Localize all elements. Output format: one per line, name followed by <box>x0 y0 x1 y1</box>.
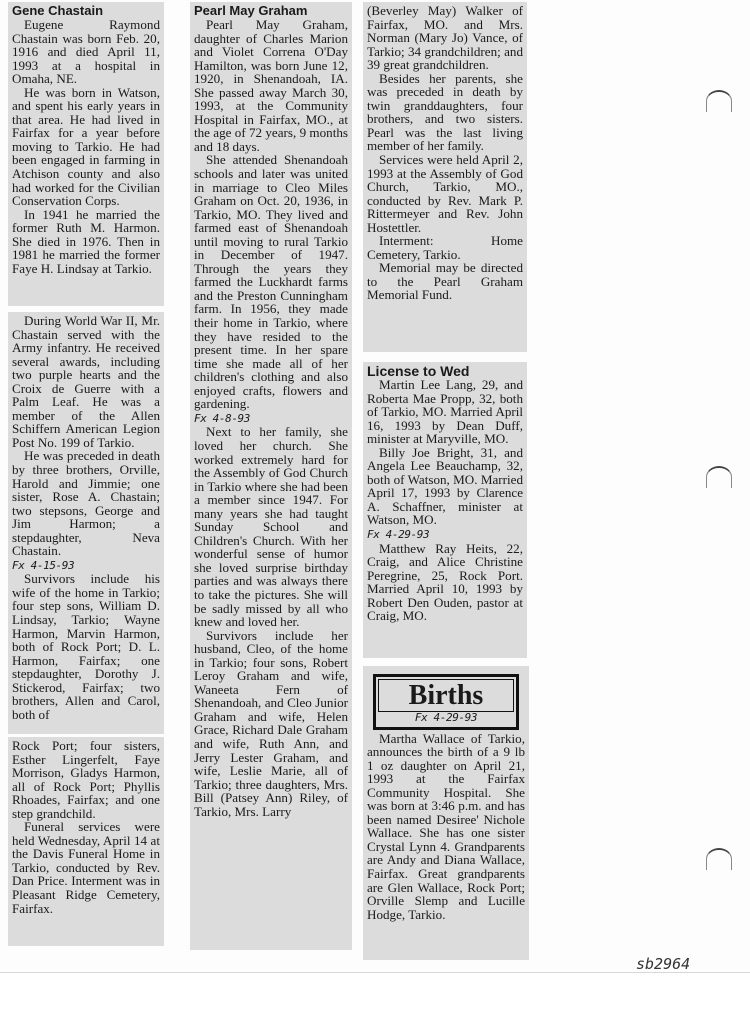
paragraph: Pearl May Graham, daughter of Charles Marion and Violet Correna O'Day Hamilton, was born June 12, 1920, in Shenandoah, IA. She passed away March 30, 1993, at the Community Hospital in Fairfax, MO., at the age of 72 years, 9 months and 18 days. <box>194 17 348 154</box>
obituary-gene-chastain-part3 <box>8 737 164 946</box>
paragraph: Martin Lee Lang, 29, and Roberta Mae Propp, 32, both of Tarkio, MO. Married April 16, 1993 by Dean Duff, minister at Maryville, MO. <box>367 377 523 447</box>
punch-hole-middle <box>706 466 732 488</box>
paragraph: Billy Joe Bright, 31, and Angela Lee Beauchamp, 32, both of Watson, MO. Married April 17, 1993 by Clarence A. Schaffner, minister at Watson, MO. <box>367 444 523 528</box>
paragraph: In 1941 he married the former Ruth M. Harmon. She died in 1976. Then in 1981 he married the former Faye H. Lindsay at Tarkio. <box>12 206 160 276</box>
obituary-heading: Gene Chastain <box>12 3 104 18</box>
paragraph: (Beverley May) Walker of Fairfax, MO. and Mrs. Norman (Mary Jo) Vance, of Tarkio; 34 grandchildren; and 39 great grandchildren. <box>367 3 523 73</box>
paragraph: During World War II, Mr. Chastain served with the Army infantry. He received several awards, including two purple hearts and the Croix de Guerre with a Palm Leaf. He was a member of the Allen Schiffern American Legion Post No. 199 of Tarkio. <box>12 313 160 450</box>
paragraph: Survivors include his wife of the home in Tarkio; four step sons, William D. Lindsay, Tarkio; Wayne Harmon, Marvin Harmon, both of Rock Port; D. L. Harmon, Fairfax; one stepdaughter, Dorothy J. Stickerod, Fairfax; two brothers, Allen and Carol, both of <box>12 571 160 722</box>
obituary-gene-chastain-part2 <box>8 312 164 734</box>
paragraph: Besides her parents, she was preceded in death by twin granddaughters, four brothers, and two sisters. Pearl was the last living member of her family. <box>367 70 523 154</box>
births-notice <box>363 666 529 960</box>
archive-id-handwritten: sb2964 <box>636 955 691 973</box>
punch-hole-bottom <box>706 848 732 870</box>
paragraph: Eugene Raymond Chastain was born Feb. 20, 1916 and died April 11, 1993 at a hospital in Omaha, NE. <box>12 17 160 87</box>
license-to-wed-notice <box>363 362 527 658</box>
paragraph: He was born in Watson, and spent his early years in that area. He had lived in Fairfax for a year before moving to Tarkio. He had been engaged in farming in Atchison county and also had worked for the Civilian Conservation Corps. <box>12 84 160 209</box>
handwritten-date-note: Fx 4-29-93 <box>367 528 430 542</box>
paragraph: Matthew Ray Heits, 22, Craig, and Alice Christine Peregrine, 25, Rock Port. Married April 10, 1993 by Robert Den Ouden, pastor at Craig, MO. <box>367 540 523 624</box>
births-banner <box>373 674 519 730</box>
handwritten-date-note: Fx 4-15-93 <box>12 558 75 572</box>
obituary-gene-chastain-part1 <box>8 2 164 306</box>
handwritten-date-note: Fx 4-29-93 <box>414 711 478 724</box>
paragraph: Memorial may be directed to the Pearl Graham Memorial Fund. <box>367 260 523 303</box>
paragraph: Survivors include her husband, Cleo, of the home in Tarkio; four sons, Robert Leroy Graham and wife, Waneeta Fern of Shenandoah, and Cleo Junior Graham and wife, Helen Grace, Richard Dale Graham and wife, Ruth Ann, and Jerry Lester Graham, and wife, Leslie Marie, all of Tarkio; three daughters, Mrs. Bill (Patsey Ann) Riley, of Tarkio, Mrs. Larry <box>194 627 348 819</box>
paragraph: Funeral services were held Wednesday, April 14 at the Davis Funeral Home in Tarkio, conducted by Rev. Dan Price. Interment was in Pleasant Ridge Cemetery, Fairfax. <box>12 819 160 916</box>
obituary-heading: Pearl May Graham <box>194 3 308 18</box>
obituary-pearl-graham-continued <box>363 2 527 352</box>
paragraph: Martha Wallace of Tarkio, announces the birth of a 9 lb 1 oz daughter on April 21, 1993 at the Fairfax Community Hospital. She was born at 3:46 p.m. and has been named Desiree' Nichole Wallace. She has one sister Crystal Lynn 4. Grandparents are Andy and Diana Wallace, Fairfax. Great grandparents are Glen Wallace, Rock Port; Orville Slemp and Lucille Hodge, Tarkio. <box>367 730 525 922</box>
paragraph: Services were held April 2, 1993 at the Assembly of God Church, Tarkio, MO., conducted by Rev. Mark P. Rittermeyer and Rev. John Hostettler. <box>367 152 523 235</box>
notice-heading: License to Wed <box>367 363 470 379</box>
paragraph: He was preceded in death by three brothers, Orville, Harold and Jimmie; one sister, Rose A. Chastain; two stepsons, George and Jim Harmon; a stepdaughter, Neva Chastain. <box>12 448 160 559</box>
handwritten-date-note: Fx 4-8-93 <box>194 411 251 425</box>
paragraph: She attended Shenandoah schools and later was united in marriage to Cleo Miles Graham on Oct. 20, 1936, in Tarkio, MO. They lived and farmed east of Shenandoah until moving to rural Tarkio in December of 1947. Through the years they farmed the Luckhardt farms and the Preston Cunningham farm. In 1956, they made their home in Tarkio, where they have resided to the present time. In her spare time she made all of her children's clothing and also enjoyed crafts, flowers and gardening. <box>194 152 348 412</box>
paragraph: Rock Port; four sisters, Esther Lingerfelt, Faye Morrison, Gladys Harmon, all of Rock Port; Phyllis Rhoades, Fairfax; and one step grandchild. <box>12 738 160 821</box>
births-heading: Births <box>378 679 514 712</box>
punch-hole-top <box>706 90 732 112</box>
paragraph: Interment: Home Cemetery, Tarkio. <box>367 233 523 262</box>
paragraph: Next to her family, she loved her church. She worked extremely hard for the Assembly of God Church in Tarkio where she had been a member since 1947. For many years she had taught Sunday School and Children's Church. With her wonderful sense of humor she loved surprise birthday parties and was always there to take the pictures. She will be sadly missed by all who knew and loved her. <box>194 424 348 630</box>
obituary-pearl-graham <box>190 2 352 950</box>
